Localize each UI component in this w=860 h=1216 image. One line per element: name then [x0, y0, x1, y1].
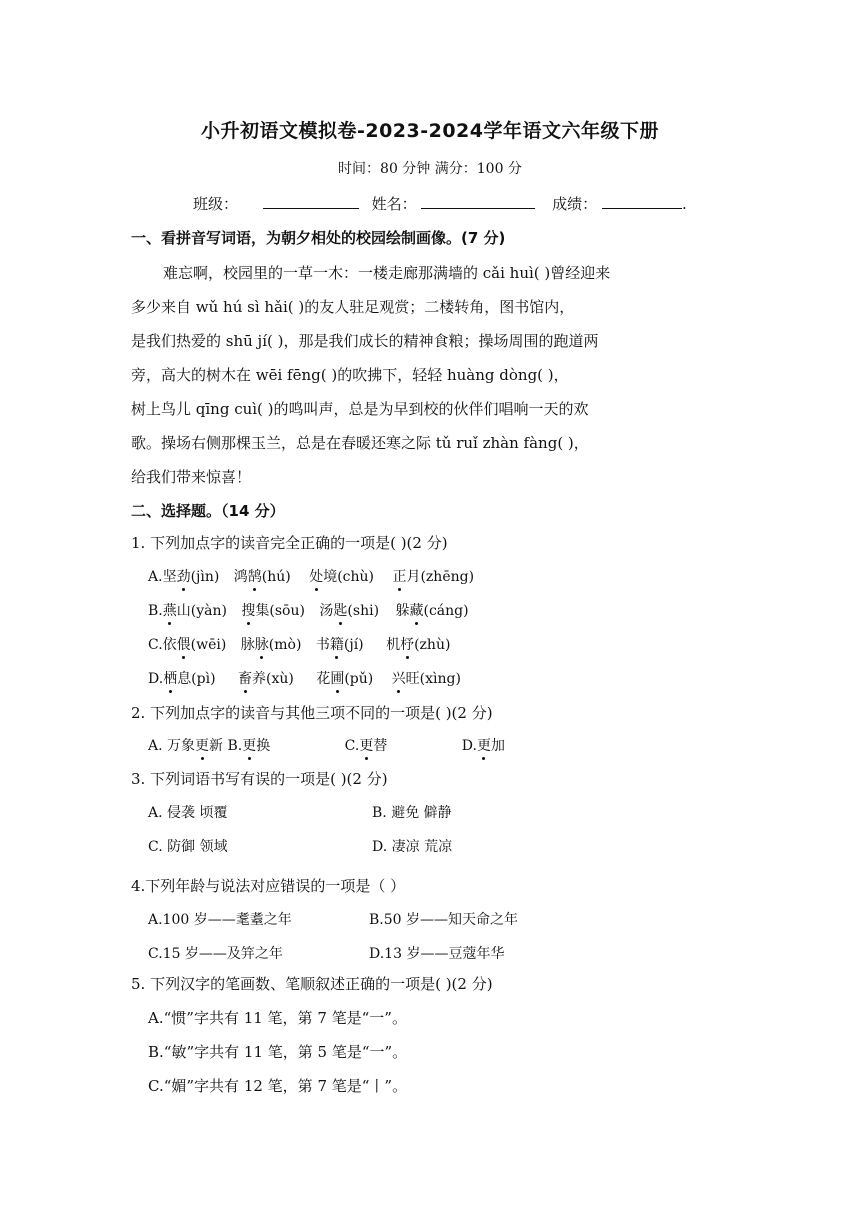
- option-char: 机: [386, 637, 401, 653]
- option-pinyin: 息(pì): [177, 671, 216, 687]
- section1-line: 给我们带来惊喜！: [131, 468, 252, 486]
- option-pinyin: (jìn): [190, 569, 220, 585]
- q1-option-b[interactable]: [148, 600, 469, 620]
- dotted-char: 偎: [176, 637, 191, 653]
- question-3-stem: 3. 下列词语书写有误的一项是( )(2 分): [131, 770, 388, 788]
- option-pinyin: (cáng): [423, 603, 469, 619]
- q4-option-a[interactable]: A.100 岁——耄耋之年: [148, 912, 292, 928]
- option-pinyin: 山(yàn): [176, 603, 227, 619]
- q3-option-b[interactable]: B. 避免 僻静: [372, 805, 452, 821]
- option-pinyin: (mò): [268, 637, 302, 653]
- q1-option-d[interactable]: [148, 668, 461, 688]
- section1-line: 多少来自 wǔ hú sì hǎi( )的友人驻足观赏；二楼转角，图书馆内，: [131, 298, 575, 316]
- option-char: 换: [256, 738, 271, 754]
- dotted-char: 更: [476, 738, 491, 754]
- q3-option-c[interactable]: C. 防御 领域: [148, 839, 228, 855]
- option-char: 坚: [162, 569, 177, 585]
- info-end: .: [681, 195, 687, 213]
- option-char: 新: [209, 738, 224, 754]
- dotted-char: 兴: [391, 671, 406, 687]
- name-blank[interactable]: [421, 194, 535, 209]
- q1-option-a[interactable]: [148, 566, 474, 586]
- q2-options[interactable]: [148, 735, 505, 755]
- option-char: 替: [373, 738, 388, 754]
- dotted-char: 藏: [409, 603, 424, 619]
- student-info-row: [193, 193, 687, 214]
- dotted-char: 籍: [329, 637, 344, 653]
- option-pinyin: 月(zhēng): [406, 569, 475, 585]
- exam-time-score: 时间：80 分钟 满分：100 分: [338, 161, 522, 177]
- question-4-stem: 4.下列年龄与说法对应错误的一项是（ ）: [131, 877, 406, 895]
- dotted-char: 搜: [241, 603, 256, 619]
- option-pinyin: (pǔ): [344, 671, 374, 687]
- question-1-stem: 1. 下列加点字的读音完全正确的一项是( )(2 分): [131, 534, 448, 552]
- option-pinyin: (wēi): [190, 637, 227, 653]
- q5-option-a[interactable]: A.“惯”字共有 11 笔，第 7 笔是“一”。: [148, 1009, 407, 1027]
- dotted-char: 匙: [333, 603, 348, 619]
- section1-line: 是我们热爱的 shū jí( )，那是我们成长的精神食粮；操场周围的跑道两: [131, 332, 599, 350]
- option-char: 汤: [319, 603, 334, 619]
- option-pinyin: 境(chù): [323, 569, 375, 585]
- dotted-char: 鹄: [247, 569, 262, 585]
- option-pinyin: (hú): [261, 569, 291, 585]
- q5-option-b[interactable]: B.“敏”字共有 11 笔，第 5 笔是“一”。: [148, 1043, 408, 1061]
- option-pinyin: 集(sōu): [255, 603, 305, 619]
- option-letter: A.: [148, 569, 163, 585]
- dotted-char: 栖: [163, 671, 178, 687]
- class-blank[interactable]: [263, 194, 359, 209]
- dotted-char: 燕: [162, 603, 177, 619]
- dotted-char: 更: [359, 738, 374, 754]
- score-label: 成绩：: [552, 195, 598, 213]
- dotted-char: 劲: [176, 569, 191, 585]
- option-letter: B.: [148, 603, 163, 619]
- option-pinyin: (zhù): [414, 637, 451, 653]
- option-char: 依: [162, 637, 177, 653]
- score-blank[interactable]: [602, 194, 682, 209]
- section1-line: 歌。操场右侧那棵玉兰，总是在春暖还寒之际 tǔ ruǐ zhàn fàng( )，: [131, 434, 589, 452]
- option-pinyin: 旺(xìng): [405, 671, 461, 687]
- section1-line: 难忘啊，校园里的一草一木：一楼走廊那满墙的 cǎi huì( )曾经迎来: [163, 264, 611, 282]
- name-label: 姓名：: [371, 195, 417, 213]
- q3-option-d[interactable]: D. 凄凉 荒凉: [372, 839, 453, 855]
- dotted-char: 更: [242, 738, 257, 754]
- dotted-char: 处: [309, 569, 324, 585]
- option-pinyin: (jí): [343, 637, 364, 653]
- dotted-char: 脉: [254, 637, 269, 653]
- question-2-stem: 2. 下列加点字的读音与其他三项不同的一项是( )(2 分): [131, 704, 493, 722]
- question-5-stem: 5. 下列汉字的笔画数、笔顺叙述正确的一项是( )(2 分): [131, 975, 493, 993]
- option-pinyin: 养(xù): [252, 671, 294, 687]
- dotted-char: 畜: [238, 671, 253, 687]
- option-char: 书: [315, 637, 330, 653]
- q3-option-a[interactable]: A. 侵袭 顷覆: [148, 805, 228, 821]
- option-char: 鸿: [233, 569, 248, 585]
- q4-option-d[interactable]: D.13 岁——豆蔻年华: [369, 946, 505, 962]
- section1-heading: 一、看拼音写词语，为朝夕相处的校园绘制画像。(7 分): [131, 229, 506, 247]
- section1-line: 旁，高大的树木在 wēi fēng( )的吹拂下，轻轻 huàng dòng( )，: [131, 366, 569, 384]
- dotted-char: 杼: [400, 637, 415, 653]
- option-char: 花: [316, 671, 331, 687]
- option-letter: D.: [461, 738, 477, 754]
- q5-option-c[interactable]: C.“媚”字共有 12 笔，第 7 笔是“丨”。: [148, 1077, 408, 1095]
- class-label: 班级：: [193, 195, 239, 213]
- exam-title: 小升初语文模拟卷-2023-2024学年语文六年级下册: [200, 120, 660, 142]
- option-char: 加: [490, 738, 505, 754]
- option-letter: B.: [227, 738, 243, 754]
- option-pinyin: (shi): [347, 603, 380, 619]
- section1-line: 树上鸟儿 qīng cuì( )的鸣叫声，总是为早到校的伙伴们唱响一天的欢: [131, 400, 589, 418]
- option-char: 脉: [240, 637, 255, 653]
- option-letter: C.: [344, 738, 360, 754]
- dotted-char: 圃: [330, 671, 345, 687]
- section2-heading: 二、选择题。（14 分）: [131, 502, 285, 520]
- option-letter: D.: [148, 671, 164, 687]
- q1-option-c[interactable]: [148, 634, 450, 654]
- dotted-char: 更: [195, 738, 210, 754]
- option-letter: C.: [148, 637, 163, 653]
- dotted-char: 正: [392, 569, 407, 585]
- q4-option-c[interactable]: C.15 岁——及笄之年: [148, 946, 283, 962]
- option-char: 躲: [395, 603, 410, 619]
- option-a: A. 万象: [148, 738, 196, 754]
- q4-option-b[interactable]: B.50 岁——知天命之年: [369, 912, 519, 928]
